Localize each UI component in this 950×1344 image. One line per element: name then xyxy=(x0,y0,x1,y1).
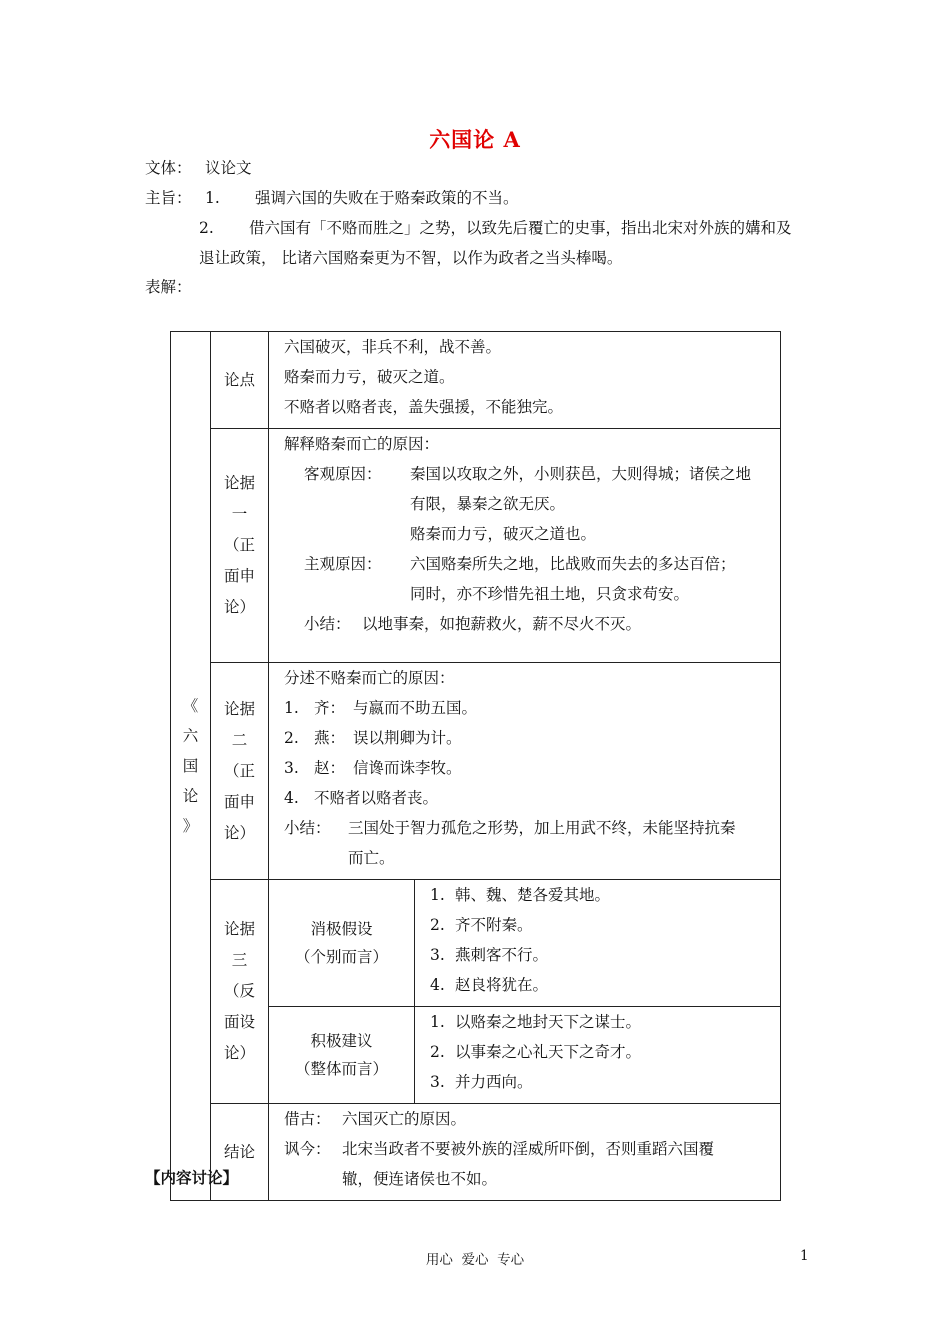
item-num: 2. xyxy=(430,1043,445,1061)
side-title-char: 》 xyxy=(182,817,199,835)
thesis-content xyxy=(269,332,781,429)
arg1-label-text: （正 xyxy=(223,536,255,554)
arg1-intro: 解释赂秦而亡的原因： xyxy=(284,435,440,453)
item-num: 3. xyxy=(430,1073,445,1091)
arg2-item-text: 不赂者以赂者丧。 xyxy=(314,789,439,807)
arg3-negative-item xyxy=(430,880,770,910)
item-text: 燕刺客不行。 xyxy=(455,946,549,964)
conclusion-past-text: 六国灭亡的原因。 xyxy=(342,1110,467,1128)
arg2-summary-text xyxy=(348,813,770,873)
item-text: 以赂秦之地封天下之谋士。 xyxy=(455,1013,642,1031)
arg3-negative-items xyxy=(415,880,781,1007)
side-title-char: 六 xyxy=(182,727,199,745)
arg3-label-text: （反 xyxy=(223,982,255,1000)
arg3-label-text: 面设 xyxy=(223,1013,255,1031)
document-title: 六国论 A xyxy=(429,127,521,152)
arg2-intro: 分述不赂秦而亡的原因： xyxy=(284,669,455,687)
arg3-positive-title xyxy=(269,1007,415,1104)
theme-row xyxy=(145,183,519,213)
arg1-label-text: 论） xyxy=(223,598,255,616)
arg3-negative-item xyxy=(430,970,770,1000)
arg2-item-num: 4. xyxy=(284,789,299,807)
arg2-label-text: 论据 xyxy=(223,699,255,718)
arg2-summary-line: 三国处于智力孤危之形势，加上用武不终，未能坚持抗秦 xyxy=(348,819,736,837)
conclusion-past-key: 借古： xyxy=(284,1110,331,1128)
theme-item-2-line1: 借六国有「不赂而胜之」之势，以致先后覆亡的史事，指出北宋对外族的媾和及 xyxy=(249,219,792,237)
arg1-objective-line: 有限，暴秦之欲无厌。 xyxy=(410,495,566,513)
conclusion-content xyxy=(269,1104,781,1201)
arg3-label-text: 论） xyxy=(223,1044,255,1062)
arg3-label xyxy=(211,880,269,1104)
arg1-subjective-line: 六国赂秦所失之地，比战败而失去的多达百倍； xyxy=(410,555,736,573)
outline-table xyxy=(170,331,781,1201)
item-text: 韩、魏、楚各爱其地。 xyxy=(455,886,611,904)
theme-item-1-text: 强调六国的失败在于赂秦政策的不当。 xyxy=(255,189,519,207)
arg3-label-text: 论据 xyxy=(223,920,255,938)
arg2-item-text: 误以荆卿为计。 xyxy=(353,729,462,747)
arg3-positive-items xyxy=(415,1007,781,1104)
arg2-item-num: 3. xyxy=(284,759,299,777)
side-title-char: 国 xyxy=(182,757,199,775)
conclusion-present-line: 北宋当政者不要被外族的淫威所吓倒，否则重蹈六国覆 xyxy=(342,1140,715,1158)
arg2-item-key: 燕： xyxy=(314,729,346,747)
thesis-line: 赂秦而力亏，破灭之道。 xyxy=(284,368,455,386)
arg2-item xyxy=(284,693,770,723)
arg2-item-num: 1. xyxy=(284,699,299,717)
conclusion-present-key: 讽今： xyxy=(284,1140,331,1158)
page-footer: 用心 爱心 专心 xyxy=(425,1252,525,1268)
item-num: 3. xyxy=(430,946,445,964)
conclusion-past xyxy=(284,1104,770,1134)
side-title-char: 《 xyxy=(182,697,199,715)
arg3-positive-item xyxy=(430,1037,770,1067)
arg1-summary-key: 小结： xyxy=(304,615,351,633)
thesis-label-text: 论点 xyxy=(223,370,255,389)
side-title xyxy=(171,332,211,1201)
item-num: 1. xyxy=(430,886,445,904)
conclusion-present-line: 辙，便连诸侯也不如。 xyxy=(342,1170,498,1188)
arg1-objective-line: 秦国以攻取之外，小则获邑，大则得城；诸侯之地 xyxy=(410,465,752,483)
arg2-content xyxy=(269,663,781,880)
arg3-positive-item xyxy=(430,1067,770,1097)
arg3-positive-title-text: 积极建议 xyxy=(310,1032,373,1050)
arg1-summary xyxy=(284,609,770,639)
thesis-line: 不赂者以赂者丧，盖失强援，不能独完。 xyxy=(284,398,564,416)
arg3-label-text: 三 xyxy=(231,951,248,969)
genre-label: 文体： xyxy=(145,159,192,177)
item-text: 齐不附秦。 xyxy=(455,916,533,934)
arg1-subjective-line: 同时，亦不珍惜先祖土地，只贪求苟安。 xyxy=(410,585,690,603)
conclusion-label-text: 结论 xyxy=(223,1142,255,1161)
conclusion-present-text xyxy=(342,1134,770,1194)
arg2-label xyxy=(211,663,269,880)
arg2-row xyxy=(171,663,781,880)
arg3-positive-item xyxy=(430,1007,770,1037)
thesis-row xyxy=(171,332,781,429)
item-num: 2. xyxy=(430,916,445,934)
diagram-label: 表解： xyxy=(145,278,192,296)
side-title-char: 论 xyxy=(182,787,199,805)
arg3-negative-row xyxy=(171,880,781,1007)
genre-row xyxy=(145,153,252,183)
arg1-subjective xyxy=(284,549,770,609)
arg1-subjective-key: 主观原因： xyxy=(304,555,382,573)
arg3-negative-title xyxy=(269,880,415,1007)
arg1-objective-key: 客观原因： xyxy=(304,465,382,483)
theme-item-2-num: 2. xyxy=(199,219,214,237)
arg2-summary-key: 小结： xyxy=(284,819,331,837)
arg1-label-text: 面申 xyxy=(223,567,255,585)
arg1-objective-text xyxy=(410,459,770,549)
theme-item-1-num: 1. xyxy=(205,189,220,207)
arg2-summary xyxy=(284,813,770,873)
theme-label: 主旨： xyxy=(145,189,192,207)
arg1-label-text: 论据 xyxy=(223,474,255,492)
arg1-label xyxy=(211,429,269,663)
genre-value: 议论文 xyxy=(205,159,252,177)
arg2-item-key: 齐： xyxy=(314,699,346,717)
page-number: 1 xyxy=(800,1248,809,1264)
arg1-content xyxy=(269,429,781,663)
arg3-positive-subtitle: （整体而言） xyxy=(294,1060,388,1078)
item-num: 4. xyxy=(430,976,445,994)
arg2-label-text: 二 xyxy=(231,730,248,749)
conclusion-present xyxy=(284,1134,770,1194)
arg3-negative-title-text: 消极假设 xyxy=(310,920,373,938)
arg1-row xyxy=(171,429,781,663)
thesis-label xyxy=(211,332,269,429)
discussion-heading: 【内容讨论】 xyxy=(145,1168,239,1187)
item-text: 赵良将犹在。 xyxy=(455,976,549,994)
arg2-item-key: 赵： xyxy=(314,759,346,777)
item-num: 1. xyxy=(430,1013,445,1031)
arg2-label-text: （正 xyxy=(223,761,255,780)
arg1-objective xyxy=(284,459,770,549)
arg1-subjective-text xyxy=(410,549,770,609)
thesis-line: 六国破灭，非兵不利，战不善。 xyxy=(284,338,502,356)
arg2-item xyxy=(284,723,770,753)
arg3-negative-item xyxy=(430,940,770,970)
arg2-item xyxy=(284,783,770,813)
arg2-summary-line: 而亡。 xyxy=(348,849,395,867)
arg2-item-text: 与嬴而不助五国。 xyxy=(353,699,478,717)
arg2-label-text: 论） xyxy=(223,823,255,842)
arg2-item xyxy=(284,753,770,783)
arg3-negative-item xyxy=(430,910,770,940)
item-text: 并力西向。 xyxy=(455,1073,533,1091)
arg2-label-text: 面申 xyxy=(223,792,255,811)
conclusion-row xyxy=(171,1104,781,1201)
theme-item-2 xyxy=(199,213,819,243)
arg3-negative-subtitle: （个别而言） xyxy=(294,948,388,966)
theme-item-2-cont xyxy=(199,243,819,273)
theme-item-2-line2: 退让政策， 比诸六国赂秦更为不智，以作为政者之当头棒喝。 xyxy=(199,249,623,267)
arg1-label-text: 一 xyxy=(231,505,248,523)
arg2-item-text: 信谗而诛李牧。 xyxy=(353,759,462,777)
arg1-objective-line: 赂秦而力亏，破灭之道也。 xyxy=(410,525,597,543)
arg2-item-num: 2. xyxy=(284,729,299,747)
item-text: 以事秦之心礼天下之奇才。 xyxy=(455,1043,642,1061)
arg1-summary-text: 以地事秦，如抱薪救火，薪不尽火不灭。 xyxy=(362,615,642,633)
